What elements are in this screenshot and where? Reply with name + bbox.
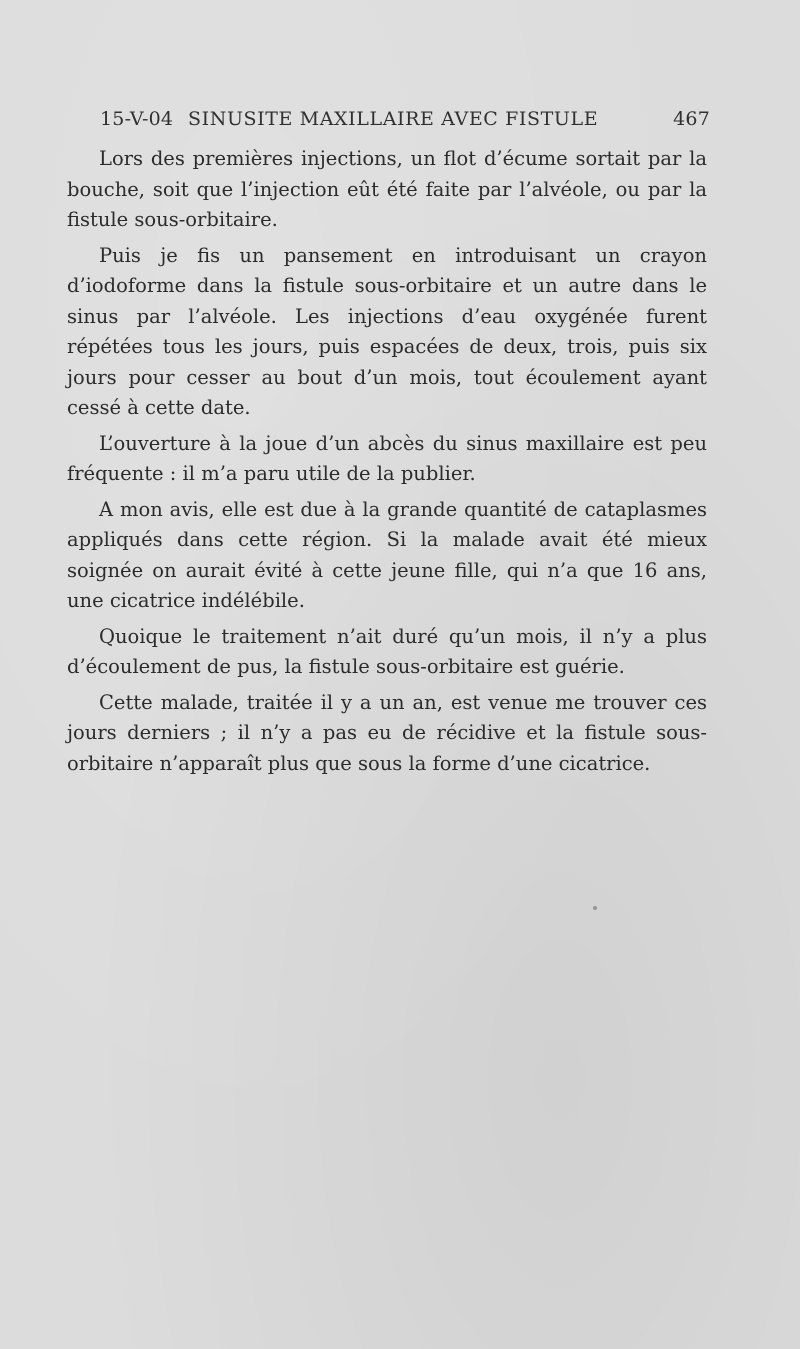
running-header bbox=[100, 108, 710, 138]
paragraph: A mon avis, elle est due à la grande quantité de cataplasmes appliqués dans cette région. Si la malade avait été mieux soignée on aurait évité à cette jeune fille, qui n’a que 16 ans, une cicatrice indélébile. bbox=[67, 497, 707, 612]
ink-speck bbox=[593, 906, 597, 910]
paragraph: Lors des premières injections, un flot d’écume sortait par la bouche, soit que l’injection eût été faite par l’alvéole, ou par la fistule sous-orbitaire. bbox=[67, 147, 707, 231]
paragraph: L’ouverture à la joue d’un abcès du sinus maxillaire est peu fréquente : il m’a paru utile de la publier. bbox=[67, 431, 707, 485]
paragraph: Puis je fis un pansement en introduisant un crayon d’iodoforme dans la fistule sous-orbitaire et un autre dans le sinus par l’alvéole. Les injections d’eau oxygénée furent répétées tous les jours, puis espacées de deux, trois, puis six jours pour cesser au bout d’un mois, tout écoulement ayant cessé à cette date. bbox=[67, 243, 707, 419]
header-date: 15-V-04 bbox=[100, 108, 174, 130]
paragraph: Cette malade, traitée il y a un an, est venue me trouver ces jours derniers ; il n’y a pas eu de récidive et la fistule sous-orbitaire n’apparaît plus que sous la forme d’une cicatrice. bbox=[67, 690, 707, 775]
paragraph: Quoique le traitement n’ait duré qu’un mois, il n’y a plus d’écoulement de pus, la fistule sous-orbitaire est guérie. bbox=[67, 624, 707, 678]
page-number: 467 bbox=[673, 108, 710, 130]
body-text bbox=[67, 144, 707, 784]
header-title: SINUSITE MAXILLAIRE AVEC FISTULE bbox=[188, 108, 599, 130]
